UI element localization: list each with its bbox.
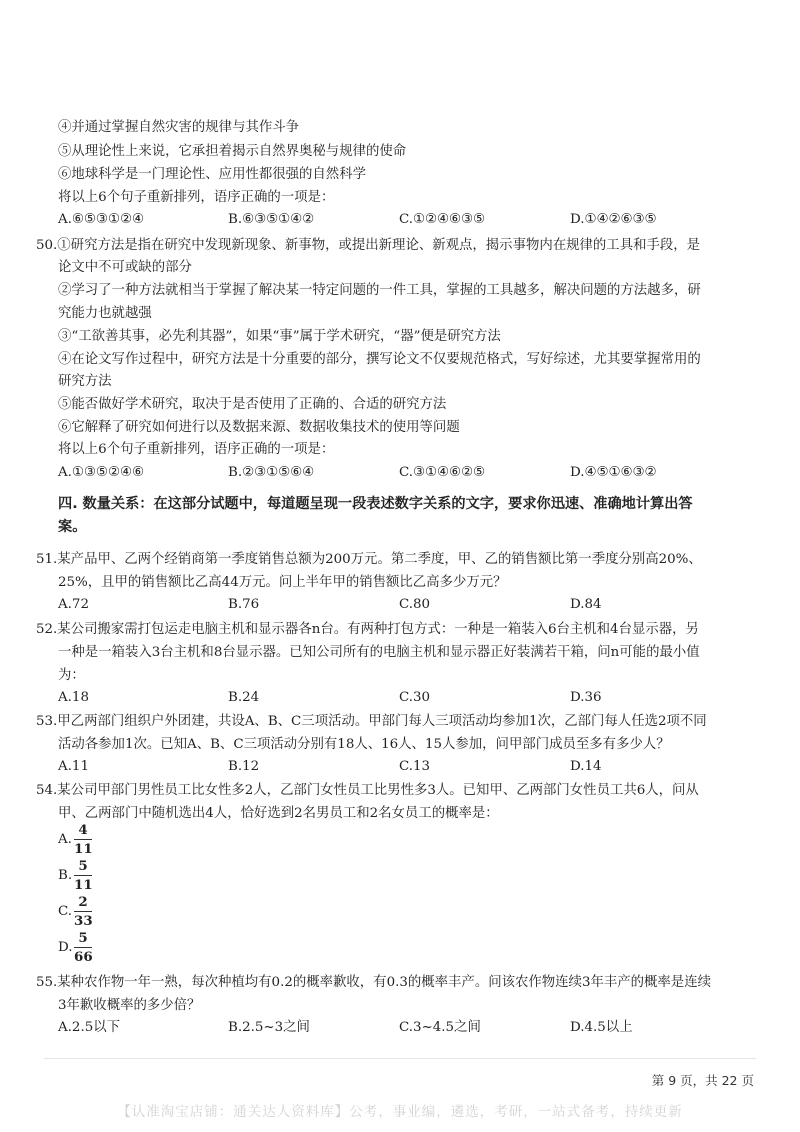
q49-option-b: B.⑥③⑤①④②: [228, 212, 315, 227]
q53-line-2: 活动各参加1次。已知A、B、C三项活动分别有18人、16人、15人参加，问甲部门成员至多有多少人？: [58, 737, 670, 752]
q54-line-2: 甲、乙两部门中随机选出4人，恰好选到2名男员工和2名女员工的概率是：: [58, 806, 499, 821]
q54-option-c-denominator: 33: [74, 913, 93, 929]
fraction-bar: [74, 947, 92, 948]
fraction-bar: [74, 911, 92, 912]
q52-line-2: 一种是一箱装入3台主机和8台显示器。已知公司所有的电脑主机和显示器正好装满若干箱，问n可能的最小值: [58, 645, 700, 660]
q52-line-1: 52.某公司搬家需打包运走电脑主机和显示器各n台。有两种打包方式：一种是一箱装入6台主机和4台显示器，另: [36, 622, 699, 637]
q54-option-c-letter: C.: [58, 904, 73, 919]
q53-line-1: 53.甲乙两部门组织户外团建，共设A、B、C三项活动。甲部门每人三项活动均参加1次，乙部门每人任选2项不同: [36, 714, 707, 729]
q54-option-d-fraction: [74, 930, 92, 965]
q54-option-d-numerator: 5: [78, 930, 88, 946]
q52-option-b: B.24: [228, 690, 260, 705]
q53-option-d: D.14: [570, 759, 602, 774]
q50-option-d: D.④⑤①⑥③②: [570, 465, 657, 480]
q51-option-c: C.80: [399, 597, 431, 612]
footer-divider: [44, 1058, 756, 1059]
q50-line-1: 50.①研究方法是指在研究中发现新现象、新事物，或提出新理论、新观点，揭示事物内在规律的工具和手段，是: [36, 238, 701, 253]
q49-option-d: D.①④②⑥③⑤: [570, 212, 657, 227]
q50-line-4: 究能力也就越强: [58, 306, 152, 321]
q51-line-1: 51.某产品甲、乙两个经销商第一季度销售总额为200万元。第二季度，甲、乙的销售额比第一季度分别高20%、: [36, 552, 702, 567]
q49-option-c: C.①②④⑥③⑤: [399, 212, 486, 227]
section-heading-line-2: 案。: [58, 519, 87, 535]
q54-option-b-numerator: 5: [78, 858, 88, 874]
q50-line-6: ④在论文写作过程中，研究方法是十分重要的部分，撰写论文不仅要规范格式，写好综述，尤其要掌握常用的: [58, 352, 701, 367]
q54-option-a-letter: A.: [58, 832, 72, 847]
watermark-text: 【认准淘宝店铺：通关达人资料库】公考，事业编，遴选，考研，一站式备考，持续更新: [117, 1104, 683, 1120]
q54-line-1: 54.某公司甲部门男性员工比女性多2人，乙部门女性员工比男性多3人。已知甲、乙两部门女性员工共6人，问从: [36, 783, 699, 798]
q55-option-c: C.3~4.5之间: [399, 1020, 481, 1035]
q50-line-5: ③“工欲善其事，必先利其器”，如果“事”属于学术研究，“器”便是研究方法: [58, 329, 501, 344]
q55-option-d: D.4.5以上: [570, 1020, 633, 1035]
q50-line-8: ⑤能否做好学术研究，取决于是否使用了正确的、合适的研究方法: [58, 397, 447, 412]
q49-option-a: A.⑥⑤③①②④: [58, 212, 144, 227]
q50-option-a: A.①③⑤②④⑥: [58, 465, 144, 480]
q49-sentence-5: ⑤从理论性上来说，它承担着揭示自然界奥秘与规律的使命: [58, 144, 407, 159]
q54-option-b-fraction: [74, 858, 92, 893]
q52-option-a: A.18: [58, 690, 89, 705]
q52-line-3: 为：: [58, 668, 85, 683]
q55-option-b: B.2.5~3之间: [228, 1020, 310, 1035]
q50-line-2: 论文中不可或缺的部分: [58, 260, 192, 275]
q50-prompt: 将以上6个句子重新排列，语序正确的一项是：: [58, 442, 335, 457]
q53-option-b: B.12: [228, 759, 260, 774]
q54-option-d-denominator: 66: [74, 949, 93, 965]
q50-line-7: 研究方法: [58, 374, 112, 389]
q50-option-b: B.②③①⑤⑥④: [228, 465, 315, 480]
q54-option-b-denominator: 11: [74, 877, 93, 893]
page-number: 第 9 页，共 22 页: [651, 1073, 754, 1088]
q51-option-a: A.72: [58, 597, 89, 612]
fraction-bar: [74, 875, 92, 876]
q51-option-d: D.84: [570, 597, 602, 612]
q50-option-c: C.③①④⑥②⑤: [399, 465, 486, 480]
q49-prompt: 将以上6个句子重新排列，语序正确的一项是：: [58, 190, 335, 205]
q53-option-a: A.11: [58, 759, 89, 774]
q55-option-a: A.2.5以下: [58, 1020, 121, 1035]
q50-line-3: ②学习了一种方法就相当于掌握了解决某一特定问题的一件工具，掌握的工具越多，解决问题的方法越多，研: [58, 283, 701, 298]
q53-option-c: C.13: [399, 759, 431, 774]
q55-line-1: 55.某种农作物一年一熟，每次种植均有0.2的概率歉收，有0.3的概率丰产。问该农作物连续3年丰产的概率是连续: [36, 975, 711, 990]
q55-line-2: 3年歉收概率的多少倍？: [58, 998, 201, 1013]
q54-option-a-fraction: [74, 822, 92, 857]
q50-line-9: ⑥它解释了研究如何进行以及数据来源、数据收集技术的使用等问题: [58, 420, 460, 435]
section-heading-line-1: 四. 数量关系：在这部分试题中，每道题呈现一段表述数字关系的文字，要求你迅速、准确地计算出答: [58, 496, 693, 512]
fraction-bar: [74, 839, 92, 840]
q54-option-c-numerator: 2: [78, 894, 88, 910]
q52-option-d: D.36: [570, 690, 602, 705]
q52-option-c: C.30: [399, 690, 431, 705]
q54-option-c-fraction: [74, 894, 92, 929]
q49-sentence-4: ④并通过掌握自然灾害的规律与其作斗争: [58, 120, 300, 135]
q54-option-b-letter: B.: [58, 868, 73, 883]
q51-line-2: 25%，且甲的销售额比乙高44万元。问上半年甲的销售额比乙高多少万元？: [58, 575, 507, 590]
q51-option-b: B.76: [228, 597, 260, 612]
q49-sentence-6: ⑥地球科学是一门理论性、应用性都很强的自然科学: [58, 167, 366, 182]
q54-option-d-letter: D.: [58, 940, 73, 955]
q54-option-a-numerator: 4: [78, 822, 88, 838]
q54-option-a-denominator: 11: [74, 841, 93, 857]
